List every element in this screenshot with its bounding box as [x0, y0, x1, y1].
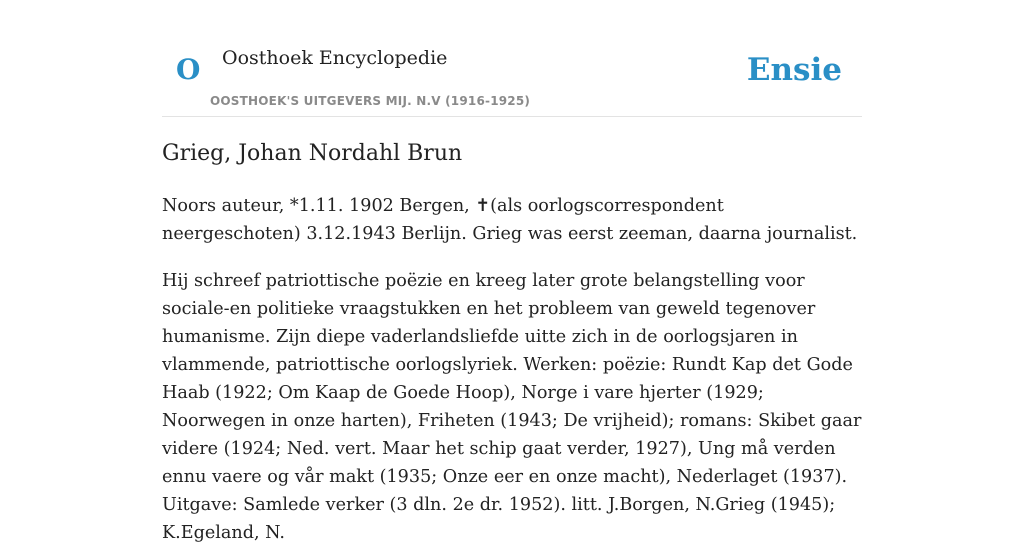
- entry-paragraph-1: Noors auteur, *1.11. 1902 Bergen, ✝(als oorlogscorrespondent neergeschoten) 3.12.1943 Berlijn. Grieg was eerst zeeman, daarna journalist.: [162, 196, 858, 244]
- source-title-link[interactable]: Oosthoek Encyclopedie: [222, 47, 448, 69]
- entry-paragraph-2: Hij schreef patriottische poëzie en kreeg later grote belangstelling voor sociale-en politieke vraagstukken en het probleem van geweld tegenover humanisme. Zijn diepe vaderlandsliefde uitte zich in de oorlogsjaren in vlammende, patriottische oorlogslyriek. Werken: poëzie: Rundt Kap det Gode Haab (1922; Om Kaap de Goede Hoop), Norge i vare hjerter (1929; Noorwegen in onze harten), Friheten (1943; De vrijheid); romans: Skibet gaar videre (1924; Ned. vert. Maar het schip gaat verder, 1927), Ung må verden ennu vaere og vår makt (1935; Onze eer en onze macht), Nederlaget (1937). Uitgave: Samlede verker (3 dln. 2e dr. 1952). litt. J.Borgen, N.Grieg (1945); K.Egeland, N.: [162, 271, 862, 543]
- ensie-brand-logo[interactable]: Ensie: [746, 52, 842, 88]
- entry-title: Grieg, Johan Nordahl Brun: [162, 141, 463, 166]
- source-subtitle: OOSTHOEK'S UITGEVERS MIJ. N.V (1916-1925): [210, 94, 531, 108]
- entry-content: [162, 138, 862, 547]
- source-header: [162, 0, 862, 117]
- source-logo[interactable]: O: [176, 53, 201, 86]
